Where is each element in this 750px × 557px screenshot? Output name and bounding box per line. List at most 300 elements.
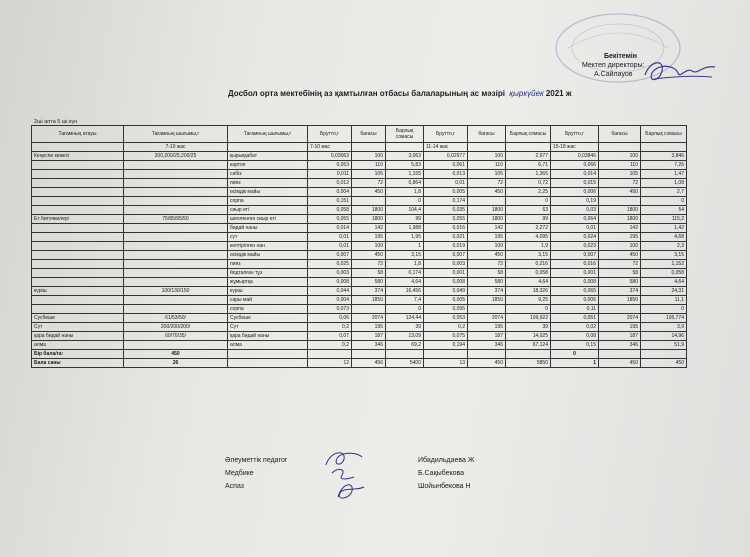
footer-roles	[225, 454, 287, 493]
cell-sum-11-14: 1,9	[506, 242, 551, 251]
cell-sum-15-18: 3,15	[641, 251, 687, 260]
cell-sum-15-18: 450	[641, 359, 687, 368]
cell-dish-name	[32, 170, 124, 179]
cell-brutto-11-14: 0,008	[424, 278, 468, 287]
cell-sum-7-10: 124,44	[386, 314, 424, 323]
cell-price-15-18	[599, 305, 641, 314]
cell-price-11-14: 72	[468, 260, 506, 269]
cell-portion: 450	[124, 350, 228, 359]
cell-price-11-14: 1850	[468, 296, 506, 305]
cell-brutto-11-14: 11-14 жас	[424, 143, 468, 152]
cell-ingredient: картоп	[228, 161, 308, 170]
cell-brutto-7-10: 0,01	[308, 233, 352, 242]
cell-sum-15-18: 115,2	[641, 215, 687, 224]
table-row	[32, 161, 687, 170]
title-year: 2021 ж	[545, 89, 572, 98]
cell-price-11-14: 346	[468, 341, 506, 350]
cell-dish-name: Ет биточкилері	[32, 215, 124, 224]
cell-price-7-10: бағасы	[352, 126, 386, 143]
cell-brutto-11-14	[424, 350, 468, 359]
cell-dish-name: қара бидай наны	[32, 332, 124, 341]
cell-sum-11-14: 1,365	[506, 170, 551, 179]
cell-brutto-15-18: 15-18 жас	[551, 143, 599, 152]
cell-sum-11-14	[506, 350, 551, 359]
cell-brutto-7-10: 0,025	[308, 260, 352, 269]
table-row	[32, 197, 687, 206]
cell-price-11-14: 450	[468, 188, 506, 197]
cell-brutto-7-10	[308, 350, 352, 359]
cell-sum-11-14: 2,977	[506, 152, 551, 161]
cell-dish-name	[32, 296, 124, 305]
cell-brutto-15-18: 0,065	[551, 287, 599, 296]
cell-price-11-14	[468, 143, 506, 152]
cell-brutto-15-18: 0,006	[551, 188, 599, 197]
cell-price-11-14: 2074	[468, 314, 506, 323]
cell-sum-15-18: 1,42	[641, 224, 687, 233]
cell-brutto-15-18: 0,15	[551, 341, 599, 350]
cell-ingredient: кептірілген нан	[228, 242, 308, 251]
cell-brutto-11-14: 0,003	[424, 260, 468, 269]
table-row	[32, 152, 687, 161]
cell-sum-15-18: 14,96	[641, 332, 687, 341]
cell-ingredient: өсімдік майы	[228, 251, 308, 260]
cell-price-7-10: 187	[352, 332, 386, 341]
table-row	[32, 224, 687, 233]
table-row	[32, 179, 687, 188]
cell-sum-7-10: 13,09	[386, 332, 424, 341]
cell-sum-15-18: 4,64	[641, 278, 687, 287]
cell-ingredient: пияз	[228, 179, 308, 188]
cell-ingredient: Сусбеше	[228, 314, 308, 323]
cell-portion: 26	[124, 359, 228, 368]
cell-price-15-18: 580	[599, 278, 641, 287]
role-cook: Аспаз	[225, 483, 244, 490]
cell-sum-11-14: 3,15	[506, 251, 551, 260]
cell-ingredient: йодталған тұз	[228, 269, 308, 278]
cell-dish-name	[32, 278, 124, 287]
cell-price-7-10: 2074	[352, 314, 386, 323]
cell-portion	[124, 251, 228, 260]
cell-ingredient: сәбіз	[228, 170, 308, 179]
cell-brutto-11-14: 0,013	[424, 170, 468, 179]
cell-dish-name: Сүт	[32, 323, 124, 332]
cell-dish-name	[32, 143, 124, 152]
cell-brutto-11-14: 0,035	[424, 206, 468, 215]
cell-brutto-11-14: 0,055	[424, 215, 468, 224]
cell-price-11-14	[468, 305, 506, 314]
cell-sum-11-14: 0,216	[506, 260, 551, 269]
cell-brutto-11-14: 0,005	[424, 188, 468, 197]
cell-price-7-10: 105	[352, 170, 386, 179]
cell-price-7-10: 195	[352, 323, 386, 332]
cell-brutto-11-14: 13	[424, 359, 468, 368]
week-label: 2ші апта 5 ші күн	[34, 119, 78, 125]
cell-sum-11-14: 0	[506, 197, 551, 206]
cell-dish-name: Бір бала/га:	[32, 350, 124, 359]
title-text: Досбол орта мектебінің аз қамтылған отбасы балаларының ас мәзірі	[228, 89, 505, 98]
name-social-teacher: Ибадильдаева Ж	[418, 457, 475, 464]
cell-sum-15-18: 0	[641, 305, 687, 314]
cell-sum-7-10: 1,95	[386, 233, 424, 242]
cell-portion: 7-10 жас	[124, 143, 228, 152]
summary-row	[32, 350, 687, 359]
table-row	[32, 269, 687, 278]
table-row	[32, 278, 687, 287]
table-row	[32, 287, 687, 296]
cell-portion	[124, 242, 228, 251]
cell-brutto-15-18: 0,19	[551, 197, 599, 206]
cell-sum-11-14: 63	[506, 206, 551, 215]
table-row	[32, 242, 687, 251]
table-row	[32, 323, 687, 332]
cell-brutto-15-18: 0,014	[551, 170, 599, 179]
cell-price-11-14: 105	[468, 170, 506, 179]
cell-ingredient: Сүт	[228, 323, 308, 332]
cell-portion: 100/130/150	[124, 287, 228, 296]
cell-price-11-14: 1800	[468, 215, 506, 224]
cell-ingredient: қара бидай наны	[228, 332, 308, 341]
cell-price-15-18: 58	[599, 269, 641, 278]
cell-ingredient	[228, 143, 308, 152]
cell-brutto-7-10: 0,073	[308, 305, 352, 314]
cell-sum-15-18: 4,68	[641, 233, 687, 242]
cell-price-7-10: 100	[352, 152, 386, 161]
cell-brutto-11-14: 0,02977	[424, 152, 468, 161]
cell-brutto-7-10: 0,07	[308, 332, 352, 341]
cell-portion: 75/85/95/50	[124, 215, 228, 224]
cell-brutto-7-10: 0,007	[308, 251, 352, 260]
cell-sum-15-18: 1,47	[641, 170, 687, 179]
approval-name: А.Сайлауов	[594, 71, 633, 78]
cell-sum-11-14: 2,25	[506, 188, 551, 197]
cell-sum-7-10: 99	[386, 215, 424, 224]
cell-portion	[124, 269, 228, 278]
cell-sum-7-10: 1,8	[386, 260, 424, 269]
cell-dish-name	[32, 242, 124, 251]
footer-names	[418, 454, 474, 493]
cell-sum-15-18: 24,31	[641, 287, 687, 296]
cell-price-15-18: бағасы	[599, 126, 641, 143]
cell-sum-7-10: 5400	[386, 359, 424, 368]
cell-brutto-11-14: 0,007	[424, 251, 468, 260]
cell-ingredient	[228, 359, 308, 368]
cell-sum-7-10: 1,155	[386, 170, 424, 179]
header-row	[32, 126, 687, 143]
cell-brutto-7-10: 0,004	[308, 296, 352, 305]
cell-price-7-10: 450	[352, 188, 386, 197]
cell-portion	[124, 296, 228, 305]
cell-price-7-10: 1850	[352, 296, 386, 305]
cell-ingredient: пияз	[228, 260, 308, 269]
cell-sum-11-14: 5850	[506, 359, 551, 368]
cell-brutto-15-18: Брутто,г	[551, 126, 599, 143]
cell-ingredient: жұмыртқа	[228, 278, 308, 287]
cell-portion: 61/53/50/	[124, 314, 228, 323]
approval-position: Мектеп директоры:	[582, 62, 645, 69]
cell-portion: Тағамның шығымы,г	[124, 126, 228, 143]
cell-brutto-15-18: 1	[551, 359, 599, 368]
table-row	[32, 188, 687, 197]
cell-price-7-10: 110	[352, 161, 386, 170]
cell-sum-15-18: 0,058	[641, 269, 687, 278]
cell-price-11-14: 195	[468, 323, 506, 332]
cell-brutto-7-10: 0,053	[308, 161, 352, 170]
cell-brutto-7-10: 0,003	[308, 269, 352, 278]
cell-price-11-14: 100	[468, 152, 506, 161]
cell-sum-7-10: 1,988	[386, 224, 424, 233]
cell-sum-15-18	[641, 143, 687, 152]
cell-portion	[124, 206, 228, 215]
cell-sum-7-10: 7,4	[386, 296, 424, 305]
name-cook: Шойынбекова Н	[418, 483, 471, 490]
cell-sum-7-10: 5,83	[386, 161, 424, 170]
cell-ingredient: сорпа	[228, 305, 308, 314]
cell-price-15-18: 72	[599, 260, 641, 269]
table-row	[32, 296, 687, 305]
cell-dish-name: Бала саны	[32, 359, 124, 368]
cell-price-7-10: 456	[352, 359, 386, 368]
document-title	[228, 89, 572, 98]
cell-brutto-11-14: 0,019	[424, 242, 468, 251]
cell-price-15-18: 100	[599, 152, 641, 161]
cell-brutto-15-18: 0,023	[551, 242, 599, 251]
cell-price-15-18: 450	[599, 359, 641, 368]
cell-price-7-10: 346	[352, 341, 386, 350]
cell-price-15-18: 1800	[599, 215, 641, 224]
cell-sum-7-10: 0	[386, 197, 424, 206]
cell-price-15-18: 450	[599, 251, 641, 260]
cell-dish-name	[32, 251, 124, 260]
cell-brutto-7-10: 7-10 жас	[308, 143, 352, 152]
cell-price-15-18: 105	[599, 170, 641, 179]
table-row	[32, 332, 687, 341]
cell-sum-15-18: 1,152	[641, 260, 687, 269]
cell-price-11-14: 187	[468, 332, 506, 341]
approval-heading: Бекітемін	[604, 53, 637, 60]
cell-price-7-10: 450	[352, 251, 386, 260]
cell-brutto-15-18: 0,008	[551, 278, 599, 287]
cell-sum-15-18: 11,1	[641, 296, 687, 305]
cell-price-15-18: 195	[599, 233, 641, 242]
table-row	[32, 170, 687, 179]
cell-price-15-18: 187	[599, 332, 641, 341]
cell-price-11-14: 580	[468, 278, 506, 287]
cell-sum-7-10: 3,063	[386, 152, 424, 161]
cell-brutto-15-18: 0,024	[551, 233, 599, 242]
cell-dish-name	[32, 161, 124, 170]
cell-price-11-14: 450	[468, 251, 506, 260]
cell-sum-7-10	[386, 143, 424, 152]
table-row	[32, 215, 687, 224]
cell-dish-name	[32, 197, 124, 206]
cell-portion	[124, 224, 228, 233]
cell-sum-7-10: 104,4	[386, 206, 424, 215]
cell-dish-name: алма	[32, 341, 124, 350]
cell-price-7-10	[352, 143, 386, 152]
cell-sum-11-14: 2,272	[506, 224, 551, 233]
cell-brutto-15-18: 0,064	[551, 215, 599, 224]
cell-sum-15-18: 2,3	[641, 242, 687, 251]
cell-brutto-7-10: 0,044	[308, 287, 352, 296]
table-row	[32, 341, 687, 350]
cell-sum-7-10: 3,15	[386, 251, 424, 260]
age-group-row	[32, 143, 687, 152]
cell-brutto-15-18: 0,007	[551, 251, 599, 260]
cell-brutto-15-18: 0,02	[551, 323, 599, 332]
cell-brutto-7-10: 0,151	[308, 197, 352, 206]
cell-brutto-11-14: 0,005	[424, 296, 468, 305]
cell-sum-11-14: 4,64	[506, 278, 551, 287]
cell-price-7-10: 1800	[352, 215, 386, 224]
cell-dish-name: Сусбеше	[32, 314, 124, 323]
cell-brutto-7-10: 0,2	[308, 323, 352, 332]
cell-brutto-7-10: 0,012	[308, 179, 352, 188]
cell-price-7-10: 374	[352, 287, 386, 296]
cell-sum-11-14: 0,72	[506, 179, 551, 188]
cell-brutto-11-14: 0,053	[424, 314, 468, 323]
cell-ingredient: Тағамның шығымы,г	[228, 126, 308, 143]
cell-portion	[124, 179, 228, 188]
cell-dish-name	[32, 305, 124, 314]
cell-ingredient: қырыққабат	[228, 152, 308, 161]
cell-price-15-18: 450	[599, 188, 641, 197]
cell-brutto-7-10: 0,2	[308, 341, 352, 350]
cell-sum-7-10: Барлық сомасы	[386, 126, 424, 143]
cell-dish-name	[32, 269, 124, 278]
cell-sum-7-10	[386, 350, 424, 359]
cell-sum-15-18: 7,26	[641, 161, 687, 170]
table-row	[32, 314, 687, 323]
approval-block	[582, 52, 722, 79]
cell-price-11-14: 142	[468, 224, 506, 233]
cell-brutto-11-14: 0,075	[424, 332, 468, 341]
cell-dish-name	[32, 188, 124, 197]
cell-price-15-18: 100	[599, 242, 641, 251]
cell-price-7-10: 142	[352, 224, 386, 233]
cell-price-7-10: 195	[352, 233, 386, 242]
cell-sum-15-18: 1,08	[641, 179, 687, 188]
cell-ingredient: алма	[228, 341, 308, 350]
cell-sum-7-10: 0	[386, 305, 424, 314]
cell-brutto-11-14: 0,001	[424, 269, 468, 278]
cell-price-11-14: 450	[468, 359, 506, 368]
cell-brutto-11-14: 0,2	[424, 323, 468, 332]
cell-brutto-11-14: 0,194	[424, 341, 468, 350]
cell-ingredient: сары май	[228, 296, 308, 305]
cell-ingredient: сиыр еті	[228, 206, 308, 215]
cell-sum-11-14: 14,025	[506, 332, 551, 341]
cell-price-7-10: 580	[352, 278, 386, 287]
cell-price-11-14: 374	[468, 287, 506, 296]
cell-sum-7-10: 16,456	[386, 287, 424, 296]
cell-sum-11-14: 0	[506, 305, 551, 314]
cell-brutto-15-18: 0,051	[551, 314, 599, 323]
cell-sum-15-18: 51,9	[641, 341, 687, 350]
cell-dish-name	[32, 224, 124, 233]
cell-price-7-10: 72	[352, 260, 386, 269]
cell-brutto-7-10: 0,055	[308, 215, 352, 224]
cell-dish-name	[32, 233, 124, 242]
cell-brutto-15-18: 0,016	[551, 260, 599, 269]
cell-portion	[124, 161, 228, 170]
cell-brutto-11-14: 0,01	[424, 179, 468, 188]
cell-brutto-7-10: 0,004	[308, 188, 352, 197]
cell-sum-11-14: 0,058	[506, 269, 551, 278]
cell-price-15-18: 374	[599, 287, 641, 296]
cell-price-11-14	[468, 197, 506, 206]
cell-dish-name: Тағамның атауы	[32, 126, 124, 143]
cell-sum-15-18: 2,7	[641, 188, 687, 197]
cell-sum-7-10: 4,64	[386, 278, 424, 287]
name-nurse: Б.Сақыбекова	[418, 470, 465, 477]
cell-sum-15-18: 105,774	[641, 314, 687, 323]
cell-dish-name	[32, 260, 124, 269]
cell-price-15-18: 2074	[599, 314, 641, 323]
cell-sum-7-10: 69,2	[386, 341, 424, 350]
cell-brutto-15-18: 0,015	[551, 179, 599, 188]
cell-sum-7-10: 0,864	[386, 179, 424, 188]
cell-price-11-14: 1800	[468, 206, 506, 215]
cell-sum-11-14: 18,326	[506, 287, 551, 296]
cell-portion	[124, 278, 228, 287]
cell-brutto-15-18: 0,03846	[551, 152, 599, 161]
cell-brutto-15-18: 0,066	[551, 161, 599, 170]
cell-price-15-18: 1800	[599, 206, 641, 215]
cell-brutto-15-18: 0,08	[551, 332, 599, 341]
cell-brutto-7-10: 0,058	[308, 206, 352, 215]
cell-portion	[124, 188, 228, 197]
cell-sum-11-14	[506, 143, 551, 152]
cell-price-11-14: 195	[468, 233, 506, 242]
title-month-handwritten: қыркүйек	[509, 89, 544, 98]
cell-price-11-14: 72	[468, 179, 506, 188]
cell-brutto-7-10: 0,03063	[308, 152, 352, 161]
cell-portion	[124, 233, 228, 242]
cell-dish-name: Кеңеспе көжесі	[32, 152, 124, 161]
cell-portion: 60/70/35/	[124, 332, 228, 341]
cell-sum-11-14: 67,124	[506, 341, 551, 350]
cell-brutto-7-10: 12	[308, 359, 352, 368]
cell-brutto-15-18: 0,001	[551, 269, 599, 278]
cell-price-11-14: 58	[468, 269, 506, 278]
role-social-teacher: Әлеуметтік педагог	[225, 457, 288, 464]
cell-price-7-10: 58	[352, 269, 386, 278]
cell-price-7-10	[352, 197, 386, 206]
cell-price-11-14: бағасы	[468, 126, 506, 143]
cell-sum-15-18	[641, 350, 687, 359]
cell-portion	[124, 170, 228, 179]
table-row	[32, 260, 687, 269]
cell-dish-name	[32, 179, 124, 188]
cell-sum-11-14: 4,095	[506, 233, 551, 242]
cell-price-11-14: 100	[468, 242, 506, 251]
cell-sum-7-10: 1,8	[386, 188, 424, 197]
cell-price-15-18	[599, 143, 641, 152]
cell-brutto-7-10: 0,06	[308, 314, 352, 323]
cell-ingredient	[228, 350, 308, 359]
cell-price-15-18: 142	[599, 224, 641, 233]
cell-price-15-18: 346	[599, 341, 641, 350]
cell-brutto-7-10: 0,011	[308, 170, 352, 179]
table-row	[32, 251, 687, 260]
cell-brutto-15-18: 0,006	[551, 296, 599, 305]
cell-ingredient: сүт	[228, 233, 308, 242]
cell-brutto-11-14: 0,016	[424, 224, 468, 233]
cell-brutto-11-14: Брутто,г	[424, 126, 468, 143]
cell-price-7-10	[352, 350, 386, 359]
cell-brutto-11-14: 0,021	[424, 233, 468, 242]
cell-dish-name: күріш	[32, 287, 124, 296]
